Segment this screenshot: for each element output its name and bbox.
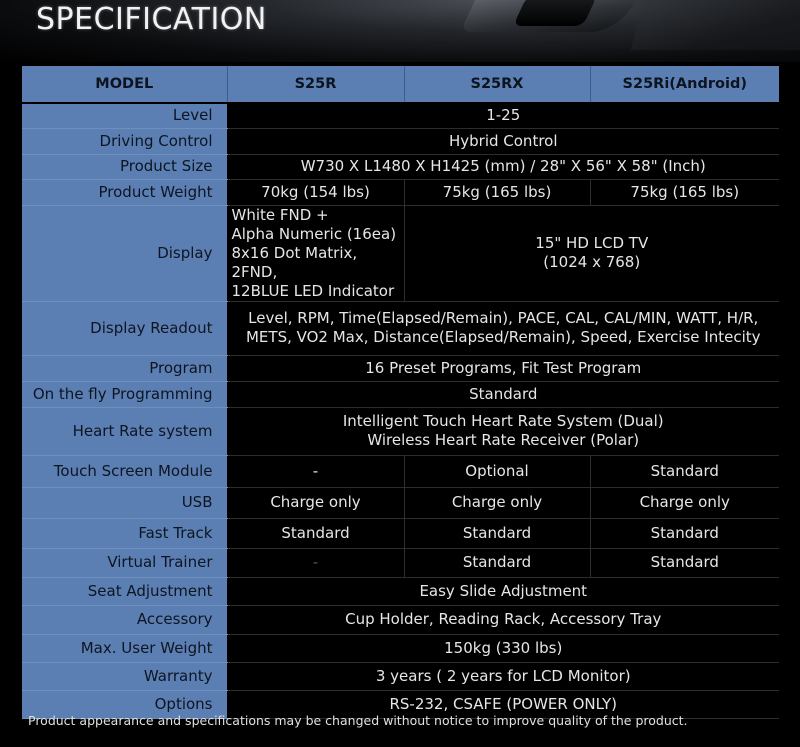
row-label: Heart Rate system <box>22 407 227 455</box>
row-label: Accessory <box>22 605 227 634</box>
row-value: RS-232, CSAFE (POWER ONLY) <box>227 690 779 718</box>
row-heart-rate <box>22 407 779 455</box>
cell-s25ri: Standard <box>590 455 779 487</box>
cell-s25ri: Standard <box>590 518 779 548</box>
row-warranty <box>22 662 779 690</box>
row-usb <box>22 487 779 518</box>
row-seat-adjustment <box>22 577 779 605</box>
row-value: Cup Holder, Reading Rack, Accessory Tray <box>227 605 779 634</box>
row-label: USB <box>22 487 227 518</box>
row-value: W730 X L1480 X H1425 (mm) / 28" X 56" X 58" (Inch) <box>227 154 779 179</box>
display-line: 15" HD LCD TV <box>535 234 649 252</box>
row-label: Program <box>22 355 227 381</box>
header-model: MODEL <box>22 66 227 103</box>
row-label: Product Weight <box>22 179 227 205</box>
row-max-user-weight <box>22 634 779 662</box>
row-value: 16 Preset Programs, Fit Test Program <box>227 355 779 381</box>
cell-s25ri: Charge only <box>590 487 779 518</box>
readout-line: Level, RPM, Time(Elapsed/Remain), PACE, CAL, CAL/MIN, WATT, H/R, <box>248 309 759 327</box>
row-level <box>22 103 779 128</box>
cell-s25r: - <box>227 548 404 577</box>
row-label: Display Readout <box>22 301 227 355</box>
row-label: Product Size <box>22 154 227 179</box>
row-label: Level <box>22 103 227 128</box>
cell-s25r <box>227 205 404 301</box>
row-product-size <box>22 154 779 179</box>
row-label: On the fly Programming <box>22 381 227 407</box>
row-label: Options <box>22 690 227 718</box>
row-label: Driving Control <box>22 128 227 154</box>
row-label: Fast Track <box>22 518 227 548</box>
page-title: SPECIFICATION <box>36 2 267 37</box>
row-display <box>22 205 779 301</box>
row-fast-track <box>22 518 779 548</box>
footnote: Product appearance and specifications may be changed without notice to improve quality of the product. <box>28 713 688 728</box>
row-value <box>227 301 779 355</box>
cell-s25ri: Standard <box>590 548 779 577</box>
display-line: 8x16 Dot Matrix, 2FND, <box>231 243 358 281</box>
display-line: White FND + <box>231 205 329 224</box>
cell-s25rx: Charge only <box>404 487 590 518</box>
heart-rate-line: Wireless Heart Rate Receiver (Polar) <box>367 431 640 449</box>
row-value: 3 years ( 2 years for LCD Monitor) <box>227 662 779 690</box>
display-line: Alpha Numeric (16ea) <box>231 224 397 243</box>
row-touch-screen <box>22 455 779 487</box>
cell-s25rx: Standard <box>404 518 590 548</box>
readout-line: METS, VO2 Max, Distance(Elapsed/Remain), Speed, Exercise Intecity <box>245 328 761 346</box>
row-label: Touch Screen Module <box>22 455 227 487</box>
row-value: 1-25 <box>227 103 779 128</box>
cell-s25r: 70kg (154 lbs) <box>227 179 404 205</box>
spec-table <box>22 66 779 719</box>
heart-rate-line: Intelligent Touch Heart Rate System (Dual) <box>342 412 664 430</box>
banner-decoration <box>631 0 800 50</box>
row-display-readout <box>22 301 779 355</box>
row-virtual-trainer <box>22 548 779 577</box>
cell-s25rx: Standard <box>404 548 590 577</box>
row-value: Hybrid Control <box>227 128 779 154</box>
cell-s25ri: 75kg (165 lbs) <box>590 179 779 205</box>
display-line: 12BLUE LED Indicator <box>231 281 395 300</box>
cell-s25r: Standard <box>227 518 404 548</box>
cell-s25r: - <box>227 455 404 487</box>
cell-s25rx-s25ri <box>404 205 779 301</box>
row-on-the-fly <box>22 381 779 407</box>
row-value <box>227 407 779 455</box>
row-value: 150kg (330 lbs) <box>227 634 779 662</box>
row-accessory <box>22 605 779 634</box>
table-header-row <box>22 66 779 103</box>
cell-s25rx: 75kg (165 lbs) <box>404 179 590 205</box>
row-label: Max. User Weight <box>22 634 227 662</box>
row-label: Seat Adjustment <box>22 577 227 605</box>
display-line: (1024 x 768) <box>543 253 641 271</box>
cell-s25r: Charge only <box>227 487 404 518</box>
row-value: Standard <box>227 381 779 407</box>
row-label: Warranty <box>22 662 227 690</box>
row-product-weight <box>22 179 779 205</box>
header-s25rx: S25RX <box>404 66 590 103</box>
header-s25ri: S25Ri(Android) <box>590 66 779 103</box>
header-s25r: S25R <box>227 66 404 103</box>
row-label: Virtual Trainer <box>22 548 227 577</box>
row-label: Display <box>22 205 227 301</box>
cell-s25rx: Optional <box>404 455 590 487</box>
row-value: Easy Slide Adjustment <box>227 577 779 605</box>
row-driving-control <box>22 128 779 154</box>
banner <box>0 0 800 62</box>
row-program <box>22 355 779 381</box>
